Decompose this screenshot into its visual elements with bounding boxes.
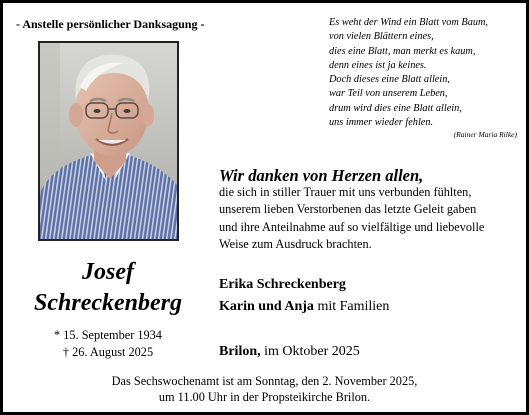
family-line-2 xyxy=(219,296,389,318)
place-date xyxy=(219,344,360,360)
thanks-line: und ihre Anteilnahme auf so vielfältige und liebevolle xyxy=(219,219,485,234)
thanks-line: unserem lieben Verstorbenen das letzte Geleit gaben xyxy=(219,202,477,217)
birth-date: * 15. September 1934 xyxy=(54,328,162,342)
family-line-2-names: Karin und Anja xyxy=(219,298,314,314)
card-heading: - Anstelle persönlicher Danksagung - xyxy=(16,17,205,31)
poem-line: Doch dieses eine Blatt allein, xyxy=(329,74,450,86)
deceased-name xyxy=(13,257,203,319)
notice-line-1: Das Sechswochenamt ist am Sonntag, den 2. November 2025, xyxy=(111,374,418,388)
poem-line: Es weht der Wind ein Blatt vom Baum, xyxy=(329,17,489,28)
thanks-line: Weise zum Ausdruck brachten. xyxy=(219,236,372,251)
mass-notice xyxy=(3,373,526,405)
poem xyxy=(329,16,519,140)
family-line-1: Erika Schreckenberg xyxy=(219,277,346,292)
portrait-photo xyxy=(38,41,179,241)
notice-line-2: um 11.00 Uhr in der Propsteikirche Brilon. xyxy=(158,390,371,404)
poem-line: drum wird dies eine Blatt allein, xyxy=(329,102,462,114)
place-month: im Oktober 2025 xyxy=(260,344,360,359)
first-name: Josef xyxy=(82,259,134,285)
poem-line: denn eines ist ja keines. xyxy=(329,59,427,71)
thanks-line: die sich in stiller Trauer mit uns verbunden fühlten, xyxy=(219,185,472,199)
family-signature xyxy=(219,274,389,317)
thanks-text xyxy=(219,184,484,253)
poem-line: war Teil von unserem Leben, xyxy=(329,88,448,100)
last-name: Schreckenberg xyxy=(34,290,182,316)
death-date: † 26. August 2025 xyxy=(62,345,154,359)
poem-line: dies eine Blatt, man merkt es kaum, xyxy=(329,45,476,57)
family-line-2-rest: mit Familien xyxy=(313,298,390,314)
poem-line: uns immer wieder fehlen. xyxy=(329,117,434,129)
thanks-title: Wir danken von Herzen allen, xyxy=(219,166,424,185)
place-town: Brilon, xyxy=(219,344,261,359)
poem-author: (Rainer Maria Rilke) xyxy=(453,130,517,140)
life-dates xyxy=(13,327,203,361)
poem-line: von vielen Blättern eines, xyxy=(329,31,434,43)
